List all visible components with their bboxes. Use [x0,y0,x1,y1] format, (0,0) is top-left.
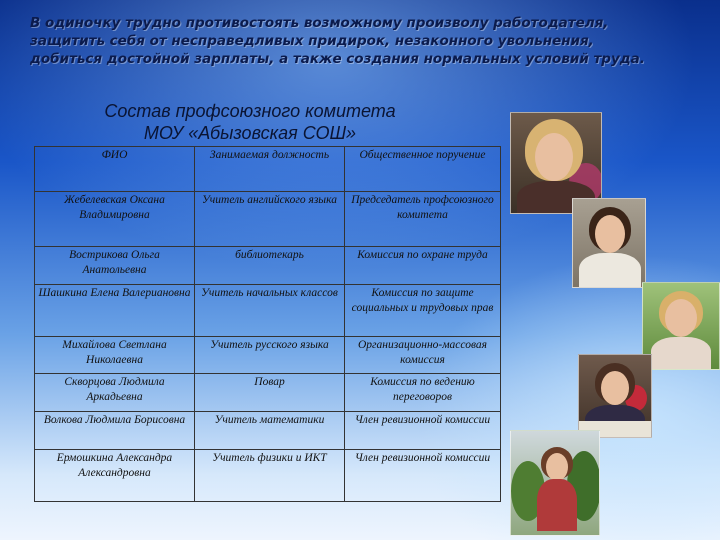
member-photo-4 [578,354,652,438]
table-row [35,247,501,285]
cell-position: библиотекарь [195,247,345,285]
cell-duty: Член ревизионной комиссии [345,450,501,502]
motto-line-2: защитить себя от несправедливых придирок, незаконного увольнения, [30,33,594,49]
motto-line-1: В одиночку трудно противостоять возможному произволу работодателя, [30,15,609,31]
member-photo-2 [572,198,646,288]
cell-name: Шашкина Елена Валериановна [35,285,195,337]
table-row [35,374,501,412]
header-position: Занимаемая должность [195,147,345,192]
table-row [35,285,501,337]
cell-position: Учитель английского языка [195,192,345,247]
cell-duty: Организационно-массовая комиссия [345,337,501,374]
motto-text [30,14,700,68]
motto-line-3: добиться достойной зарплаты, а также создания нормальных условий труда. [30,51,645,67]
cell-duty: Комиссия по ведению переговоров [345,374,501,412]
table-row [35,450,501,502]
cell-position: Учитель начальных классов [195,285,345,337]
member-photo-3 [642,282,720,370]
header-name: ФИО [35,147,195,192]
cell-duty: Председатель профсоюзного комитета [345,192,501,247]
cell-name: Жебелевская Оксана Владимировна [35,192,195,247]
cell-duty: Член ревизионной комиссии [345,412,501,450]
cell-name: Волкова Людмила Борисовна [35,412,195,450]
member-photo-5 [510,430,600,536]
page-title [40,100,460,144]
title-line-1: Состав профсоюзного комитета [104,101,396,121]
cell-position: Учитель физики и ИКТ [195,450,345,502]
table-row [35,192,501,247]
cell-name: Вострикова Ольга Анатольевна [35,247,195,285]
header-duty: Общественное поручение [345,147,501,192]
cell-name: Скворцова Людмила Аркадьевна [35,374,195,412]
committee-table [34,146,501,502]
table-row [35,337,501,374]
cell-name: Ермошкина Александра Александровна [35,450,195,502]
cell-position: Повар [195,374,345,412]
cell-duty: Комиссия по охране труда [345,247,501,285]
title-line-2: МОУ «Абызовская СОШ» [143,123,357,143]
cell-position: Учитель математики [195,412,345,450]
cell-duty: Комиссия по защите социальных и трудовых прав [345,285,501,337]
table-row [35,412,501,450]
cell-position: Учитель русского языка [195,337,345,374]
table-header-row [35,147,501,192]
cell-name: Михайлова Светлана Николаевна [35,337,195,374]
